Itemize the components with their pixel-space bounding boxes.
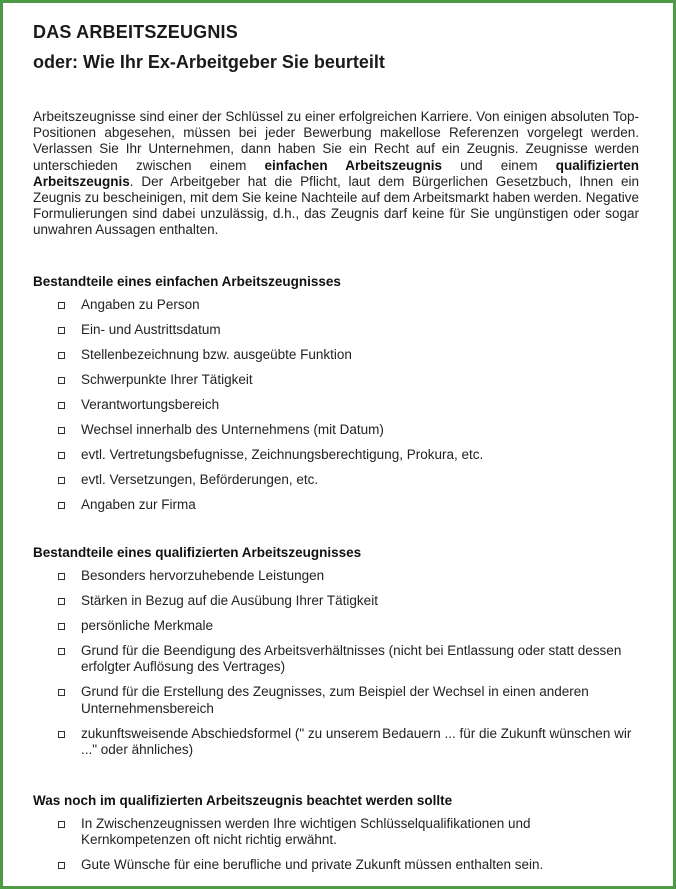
list-item <box>33 447 639 463</box>
list-item-text: evtl. Vertretungsbefugnisse, Zeichnungsberechtigung, Prokura, etc. <box>81 446 484 462</box>
square-bullet-icon <box>58 377 65 384</box>
intro-paragraph <box>33 109 639 239</box>
section-heading-qualified: Bestandteile eines qualifizierten Arbeitszeugnisses <box>33 545 362 561</box>
list-item <box>33 422 639 438</box>
list-item <box>33 297 639 313</box>
intro-bold-simple: einfachen Arbeitszeugnis <box>264 157 442 173</box>
intro-bold-qualified: qualifizierten Arbeitszeugnis <box>33 157 639 189</box>
list-item <box>33 497 639 513</box>
square-bullet-icon <box>58 402 65 409</box>
square-bullet-icon <box>58 648 65 655</box>
list-item-text: Ein- und Austrittsdatum <box>81 321 221 337</box>
square-bullet-icon <box>58 623 65 630</box>
square-bullet-icon <box>58 598 65 605</box>
square-bullet-icon <box>58 327 65 334</box>
list-item-text: In Zwischenzeugnissen werden Ihre wichtigen Schlüsselqualifikationen und Kernkompetenzen oft nicht richtig erwähnt. <box>81 815 531 848</box>
list-item <box>33 593 639 609</box>
square-bullet-icon <box>58 302 65 309</box>
list-item <box>33 618 639 634</box>
list-item-text: Wechsel innerhalb des Unternehmens (mit Datum) <box>81 421 384 437</box>
square-bullet-icon <box>58 573 65 580</box>
list-simple <box>33 297 639 513</box>
document-subtitle: oder: Wie Ihr Ex-Arbeitgeber Sie beurteilt <box>33 52 385 72</box>
intro-text-1: Arbeitszeugnisse sind einer der Schlüssel zu einer erfolgreichen Karriere. Von einigen absoluten Top-Positionen abgesehen, müssen bei jeder Bewerbung makellose Referenzen vorgelegt werden. Verlassen Sie Ihr Unternehmen, dann haben Sie ein Recht auf ein Zeugnis. Zeugnisse werden unterschieden zwischen einem <box>33 109 639 173</box>
list-item <box>33 726 639 759</box>
square-bullet-icon <box>58 427 65 434</box>
section-heading-notes: Was noch im qualifizierten Arbeitszeugnis beachtet werden sollte <box>33 792 453 808</box>
list-item-text: Gute Wünsche für eine berufliche und private Zukunft müssen enthalten sein. <box>81 857 544 873</box>
list-item-text: Angaben zu Person <box>81 296 200 312</box>
list-item <box>33 684 639 717</box>
document-content <box>33 19 639 882</box>
list-item-text: Verantwortungsbereich <box>81 396 220 412</box>
list-item <box>33 347 639 363</box>
list-item-text: Grund für die Beendigung des Arbeitsverhältnisses (nicht bei Entlassung oder statt dessen erfolgter Auflösung des Vertrages) <box>81 643 622 675</box>
list-item-text: Schwerpunkte Ihrer Tätigkeit <box>81 371 253 387</box>
list-item-text: Stärken in Bezug auf die Ausübung Ihrer Tätigkeit <box>81 593 378 609</box>
list-item <box>33 472 639 488</box>
list-item <box>33 816 639 849</box>
intro-text-2: und einem <box>441 157 556 173</box>
list-item <box>33 372 639 388</box>
square-bullet-icon <box>58 862 65 869</box>
square-bullet-icon <box>58 731 65 738</box>
list-qualified <box>33 568 639 759</box>
list-item-text: Besonders hervorzuhebende Leistungen <box>81 568 325 584</box>
list-item-text: evtl. Versetzungen, Beförderungen, etc. <box>81 471 319 487</box>
intro-text-3: . Der Arbeitgeber hat die Pflicht, laut dem Bürgerlichen Gesetzbuch, Ihnen ein Zeugnis zu bescheinigen, mit dem Sie keine Nachteile auf dem Arbeitsmarkt haben werden. Negative Formulierungen sind dabei unzulässig, d.h., das Zeugnis darf keine für Sie ungünstigen oder sogar unwahren Aussagen enthalten. <box>33 173 639 238</box>
list-item <box>33 397 639 413</box>
square-bullet-icon <box>58 689 65 696</box>
list-item <box>33 322 639 338</box>
list-item-text: Grund für die Erstellung des Zeugnisses, zum Beispiel der Wechsel in einen anderen Unternehmensbereich <box>81 684 589 716</box>
square-bullet-icon <box>58 821 65 828</box>
list-item <box>33 643 639 676</box>
list-item <box>33 857 639 873</box>
list-item-text: Angaben zur Firma <box>81 496 196 512</box>
list-item-text: Stellenbezeichnung bzw. ausgeübte Funktion <box>81 346 352 362</box>
square-bullet-icon <box>58 452 65 459</box>
list-item <box>33 568 639 584</box>
square-bullet-icon <box>58 477 65 484</box>
square-bullet-icon <box>58 502 65 509</box>
list-item-text: persönliche Merkmale <box>81 618 214 634</box>
list-item-text: zukunftsweisende Abschiedsformel (" zu unserem Bedauern ... für die Zukunft wünschen wir ..." oder ähnliches) <box>81 725 632 758</box>
document-title: DAS ARBEITSZEUGNIS <box>33 22 238 42</box>
square-bullet-icon <box>58 352 65 359</box>
section-heading-simple: Bestandteile eines einfachen Arbeitszeugnisses <box>33 273 341 289</box>
list-notes <box>33 816 639 874</box>
